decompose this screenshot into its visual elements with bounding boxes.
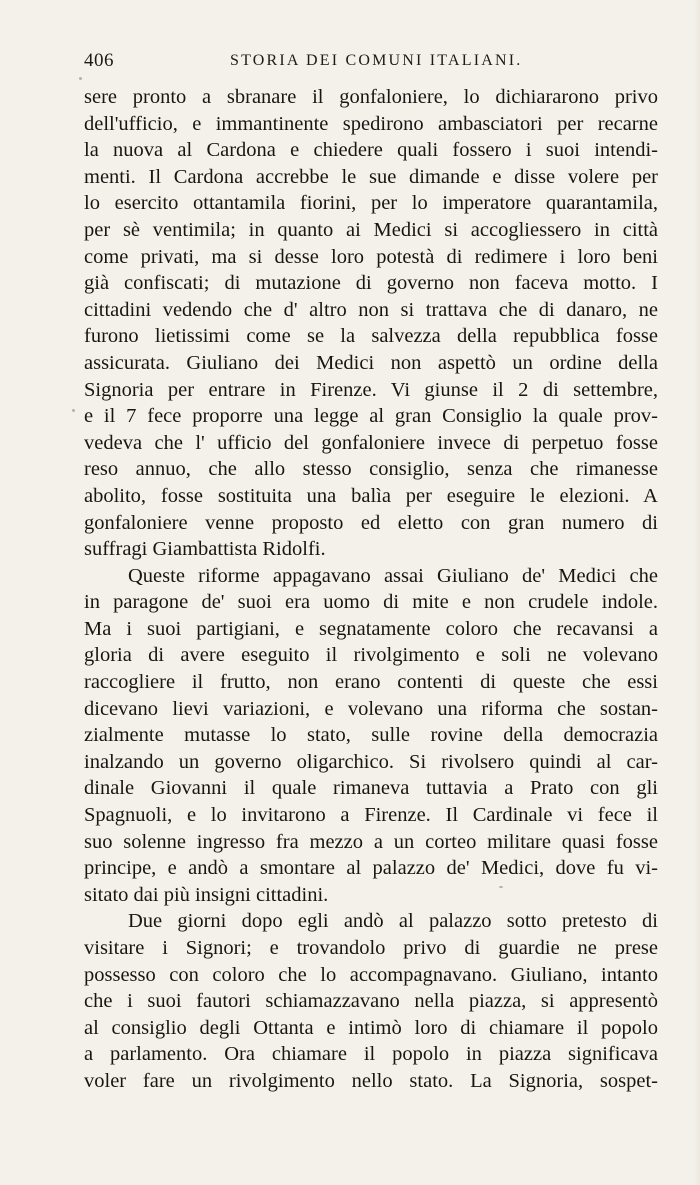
text-line: in paragone de' suoi era uomo di mite e non crudele indole. (84, 591, 658, 614)
text-line: la nuova al Cardona e chiedere quali fossero i suoi intendi- (84, 139, 658, 162)
text-line: che i suoi fautori schiamazzavano nella piazza, si appresentò (84, 990, 658, 1013)
text-line: furono lietissimi come se la salvezza della repubblica fosse (84, 325, 658, 348)
text-line: Spagnuoli, e lo invitarono a Firenze. Il Cardinale vi fece il (84, 804, 658, 827)
body-text (84, 84, 658, 1095)
paragraph-start-line: Due giorni dopo egli andò al palazzo sotto pretesto di (128, 910, 658, 933)
text-line: dell'ufficio, e immantinente spedirono ambasciatori per recarne (84, 112, 658, 135)
paper-speck (72, 409, 75, 412)
paragraph-start-line: Queste riforme appagavano assai Giuliano de' Medici che (128, 564, 658, 587)
text-line: come privati, ma si desse loro potestà di redimere i loro beni (84, 245, 658, 268)
text-line: Signoria per entrare in Firenze. Vi giunse il 2 di settembre, (84, 378, 658, 401)
text-line: gonfaloniere venne proposto ed eletto con gran numero di (84, 511, 658, 534)
text-line: voler fare un rivolgimento nello stato. La Signoria, sospet- (84, 1069, 658, 1092)
paragraph-end-line: suffragi Giambattista Ridolfi. (84, 538, 326, 561)
text-line: reso annuo, che allo stesso consiglio, senza che rimanesse (84, 458, 658, 481)
page-edge (694, 0, 700, 1185)
text-line: assicurata. Giuliano dei Medici non aspettò un ordine della (84, 351, 658, 374)
text-line: e il 7 fece proporre una legge al gran Consiglio la quale prov- (84, 405, 658, 428)
page-number: 406 (84, 50, 114, 71)
text-line: zialmente mutasse lo stato, sulle rovine della democrazia (84, 724, 658, 747)
text-line: suo solenne ingresso fra mezzo a un corteo militare quasi fosse (84, 830, 658, 853)
text-line: visitare i Signori; e trovandolo privo di guardie ne prese (84, 937, 658, 959)
text-line: sere pronto a sbranare il gonfaloniere, lo dichiararono privo (84, 86, 658, 108)
text-line: già confiscati; di mutazione di governo non faceva motto. I (84, 272, 658, 295)
paper-speck (499, 886, 503, 888)
text-line: cittadini vedendo che d' altro non si trattava che di danaro, ne (84, 298, 658, 321)
paragraph-end-line: sitato dai più insigni cittadini. (84, 883, 329, 906)
text-line: raccogliere il frutto, non erano contenti di queste che essi (84, 671, 658, 694)
text-line: principe, e andò a smontare al palazzo de' Medici, dove fu vi- (84, 857, 658, 880)
text-line: per sè ventimila; in quanto ai Medici si accogliessero in città (84, 218, 658, 241)
text-line: lo esercito ottantamila fiorini, per lo imperatore quarantamila, (84, 192, 658, 215)
running-head: STORIA DEI COMUNI ITALIANI. (230, 52, 523, 69)
text-line: a parlamento. Ora chiamare il popolo in piazza significava (84, 1043, 658, 1066)
text-line: inalzando un governo oligarchico. Si rivolsero quindi al car- (84, 750, 658, 773)
text-line: possesso con coloro che lo accompagnavano. Giuliano, intanto (84, 963, 658, 986)
text-line: dicevano lievi variazioni, e volevano una riforma che sostan- (84, 697, 658, 720)
paper-speck (79, 77, 82, 80)
text-line: Ma i suoi partigiani, e segnatamente coloro che recavansi a (84, 617, 658, 640)
text-line: gloria di avere eseguito il rivolgimento e soli ne volevano (84, 644, 658, 667)
text-line: al consiglio degli Ottanta e intimò loro di chiamare il popolo (84, 1016, 658, 1039)
text-line: abolito, fosse sostituita una balìa per eseguire le elezioni. A (84, 484, 658, 507)
text-line: dinale Giovanni il quale rimaneva tuttavia a Prato con gli (84, 777, 658, 800)
text-line: vedeva che l' ufficio del gonfaloniere invece di perpetuo fosse (84, 431, 658, 454)
page-header (84, 50, 658, 80)
text-line: menti. Il Cardona accrebbe le sue dimande e disse volere per (84, 165, 658, 188)
